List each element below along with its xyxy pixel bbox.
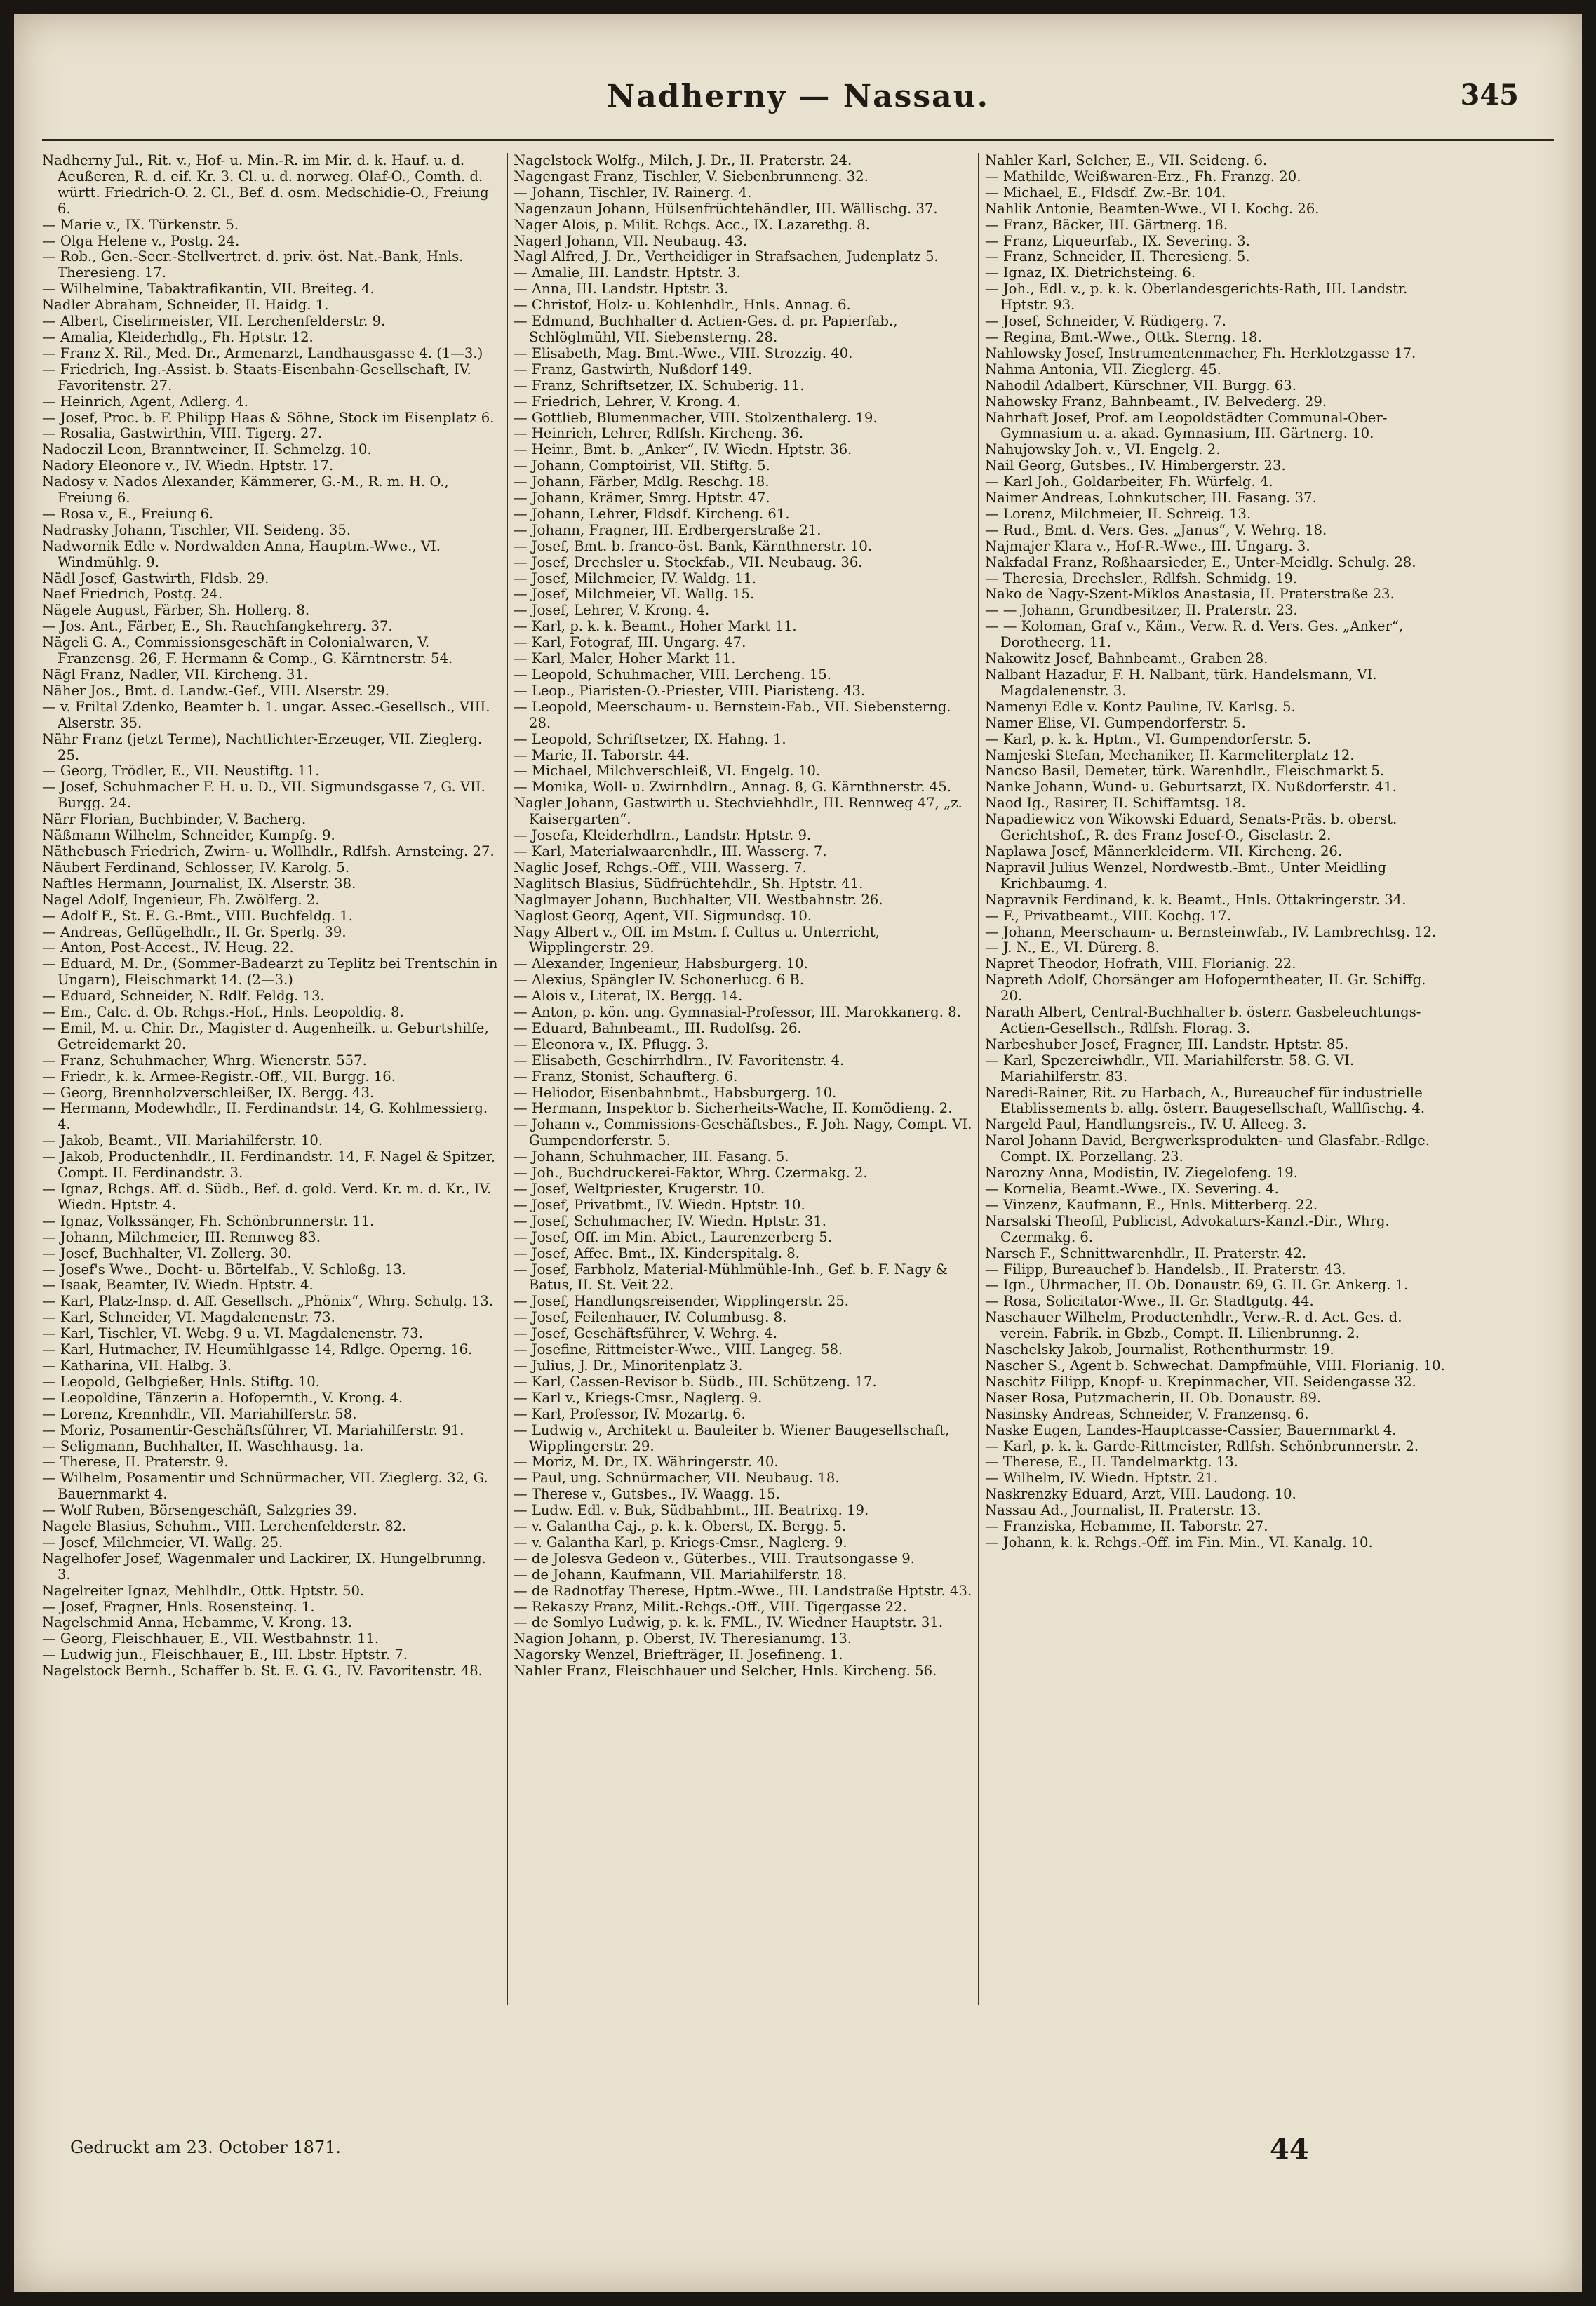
directory-entry: Nagenzaun Johann, Hülsenfrüchtehändler, III. Wällischg. 37. — [514, 200, 938, 217]
directory-entry: Najmajer Klara v., Hof-R.-Wwe., III. Ungarg. 3. — [985, 537, 1310, 554]
directory-entry: Nagelstock Bernh., Schaffer b. St. E. G. G., IV. Favoritenstr. 48. — [42, 1663, 483, 1680]
directory-entry: — Josef, Off. im Min. Abict., Laurenzerberg 5. — [514, 1228, 832, 1245]
directory-entry: Nascher S., Agent b. Schwechat. Dampfmühle, VIII. Florianig. 10. — [985, 1357, 1445, 1374]
directory-entry: — Josef, Schneider, V. Rüdigerg. 7. — [985, 313, 1226, 330]
directory-entry: Naskrenzky Eduard, Arzt, VIII. Laudong. 10. — [985, 1486, 1296, 1503]
directory-entry: — Josef, Fragner, Hnls. Rosensteing. 1. — [42, 1598, 315, 1615]
directory-entry: — Albert, Ciselirmeister, VII. Lerchenfelderstr. 9. — [42, 313, 386, 330]
directory-entry: Nadoczil Leon, Branntweiner, II. Schmelzg. 10. — [42, 441, 372, 458]
directory-entry: — Georg, Trödler, E., VII. Neustiftg. 11. — [42, 763, 320, 779]
directory-entry: — Josef, Bmt. b. franco-öst. Bank, Kärnthnerstr. 10. — [514, 537, 873, 554]
directory-entry: Naod Ig., Rasirer, II. Schiffamtsg. 18. — [985, 795, 1246, 812]
directory-entry: — Karl v., Kriegs-Cmsr., Naglerg. 9. — [514, 1389, 763, 1406]
directory-entry: Naimer Andreas, Lohnkutscher, III. Fasang. 37. — [985, 490, 1317, 507]
directory-entry: — Therese, II. Praterstr. 9. — [42, 1454, 229, 1470]
column-3 — [985, 153, 1448, 2131]
directory-entry: — Johann v., Commissions-Geschäftsbes., F. Joh. Nagy, Compt. VI. Gumpendorferstr. 5. — [514, 1116, 972, 1149]
directory-entry: — Paul, ung. Schnürmacher, VII. Neubaug. 18. — [514, 1470, 840, 1487]
directory-entry: — Moriz, M. Dr., IX. Währingerstr. 40. — [514, 1454, 779, 1470]
directory-entry: — J. N., E., VI. Dürerg. 8. — [985, 939, 1160, 956]
page-number: 345 — [1460, 79, 1519, 112]
directory-entry: Nakowitz Josef, Bahnbeamt., Graben 28. — [985, 650, 1268, 667]
directory-entry: — Jakob, Productenhdlr., II. Ferdinandstr. 14, F. Nagel & Spitzer, Compt. II. Ferdinandstr. 3. — [42, 1148, 496, 1181]
directory-entry: — Rekaszy Franz, Milit.-Rchgs.-Off., VIII. Tigergasse 22. — [514, 1598, 907, 1615]
directory-entry: Naglost Georg, Agent, VII. Sigmundsg. 10. — [514, 907, 812, 924]
directory-entry: — — Koloman, Graf v., Käm., Verw. R. d. Vers. Ges. „Anker“, Dorotheerg. 11. — [985, 618, 1404, 651]
directory-entry: — Johann, Lehrer, Fldsdf. Kircheng. 61. — [514, 505, 790, 522]
directory-entry: — Rosa, Solicitator-Wwe., II. Gr. Stadtgutg. 44. — [985, 1293, 1314, 1310]
directory-entry: Nahrhaft Josef, Prof. am Leopoldstädter Communal-Ober-Gymnasium u. a. akad. Gymnasium, III. Gärtnerg. 10. — [985, 409, 1388, 442]
directory-entry: — Josef, Handlungsreisender, Wipplingerstr. 25. — [514, 1293, 850, 1310]
directory-entry: — Anton, Post-Accest., IV. Heug. 22. — [42, 939, 294, 956]
directory-entry: — Eduard, Schneider, N. Rdlf. Feldg. 13. — [42, 988, 325, 1005]
directory-entry: Nassau Ad., Journalist, II. Praterstr. 13. — [985, 1502, 1261, 1519]
directory-entry: — Josef, Schuhmacher F. H. u. D., VII. Sigmundsgasse 7, G. VII. Burgg. 24. — [42, 779, 485, 812]
directory-entry: Nasinsky Andreas, Schneider, V. Franzensg. 6. — [985, 1405, 1309, 1422]
directory-entry: — de Jolesva Gedeon v., Güterbes., VIII. Trautsongasse 9. — [514, 1550, 915, 1567]
directory-entry: — Marie v., IX. Türkenstr. 5. — [42, 216, 239, 233]
directory-entry: — Karl, p. k. k. Beamt., Hoher Markt 11. — [514, 618, 797, 635]
directory-entry: Naplawa Josef, Männerkleiderm. VII. Kircheng. 26. — [985, 843, 1343, 859]
directory-entry: — Adolf F., St. E. G.-Bmt., VIII. Buchfeldg. 1. — [42, 907, 353, 924]
directory-entry: — Lorenz, Milchmeier, II. Schreig. 13. — [985, 505, 1252, 522]
directory-entry: — Josef, Proc. b. F. Philipp Haas & Söhne, Stock im Eisenplatz 6. — [42, 409, 495, 426]
directory-entry: Nägele August, Färber, Sh. Hollerg. 8. — [42, 602, 310, 619]
directory-entry: — Mathilde, Weißwaren-Erz., Fh. Franzg. 20. — [985, 168, 1301, 185]
directory-entry: Nagion Johann, p. Oberst, IV. Theresianumg. 13. — [514, 1630, 852, 1647]
directory-entry: Namenyi Edle v. Kontz Pauline, IV. Karlsg. 5. — [985, 698, 1296, 715]
directory-entry: Nädl Josef, Gastwirth, Fldsb. 29. — [42, 570, 269, 586]
directory-entry: — Leopold, Meerschaum- u. Bernstein-Fab., VII. Siebensterng. 28. — [514, 698, 951, 731]
directory-entry: — Friedrich, Lehrer, V. Krong. 4. — [514, 393, 742, 410]
directory-entry: Närr Florian, Buchbinder, V. Bacherg. — [42, 811, 307, 828]
directory-entry: — Kornelia, Beamt.-Wwe., IX. Severing. 4. — [985, 1181, 1279, 1197]
directory-entry: — Johann, k. k. Rchgs.-Off. im Fin. Min., VI. Kanalg. 10. — [985, 1534, 1373, 1550]
page-header — [14, 79, 1582, 135]
directory-entry: — Alois v., Literat, IX. Bergg. 14. — [514, 988, 743, 1005]
directory-entry: — Eduard, Bahnbeamt., III. Rudolfsg. 26. — [514, 1019, 802, 1036]
directory-entry: Narozny Anna, Modistin, IV. Ziegelofeng. 19. — [985, 1165, 1298, 1181]
directory-entry: — Josef, Milchmeier, IV. Waldg. 11. — [514, 570, 757, 586]
directory-entry: — Anna, III. Landstr. Hptstr. 3. — [514, 281, 729, 297]
directory-entry: — Joh., Edl. v., p. k. k. Oberlandesgerichts-Rath, III. Landstr. Hptstr. 93. — [985, 281, 1408, 314]
directory-entry: — Hermann, Modewhdlr., II. Ferdinandstr. 14, G. Kohlmessierg. 4. — [42, 1100, 488, 1133]
directory-entry: — Joh., Buchdruckerei-Faktor, Whrg. Czermakg. 2. — [514, 1165, 868, 1181]
directory-entry: Naschitz Filipp, Knopf- u. Krepinmacher, VII. Seidengasse 32. — [985, 1373, 1416, 1390]
directory-entry: — Josef, Milchmeier, VI. Wallg. 25. — [42, 1534, 283, 1550]
directory-entry: — Leopold, Gelbgießer, Hnls. Stiftg. 10. — [42, 1373, 320, 1390]
directory-entry: Naftles Hermann, Journalist, IX. Alserstr. 38. — [42, 875, 356, 892]
directory-entry: Narsch F., Schnittwarenhdlr., II. Praterstr. 42. — [985, 1245, 1307, 1261]
directory-entry: — Anton, p. kön. ung. Gymnasial-Professor, III. Marokkanerg. 8. — [514, 1004, 961, 1021]
print-date: Gedruckt am 23. October 1871. — [70, 2138, 342, 2157]
directory-entry: Nagel Adolf, Ingenieur, Fh. Zwölferg. 2. — [42, 891, 320, 908]
column-1 — [42, 153, 502, 2131]
directory-entry: Nagele Blasius, Schuhm., VIII. Lerchenfelderstr. 82. — [42, 1518, 407, 1535]
directory-entry: — Katharina, VII. Halbg. 3. — [42, 1357, 232, 1374]
directory-entry: — Ludw. Edl. v. Buk, Südbahbmt., III. Beatrixg. 19. — [514, 1502, 869, 1519]
directory-entry: — v. Galantha Caj., p. k. k. Oberst, IX. Bergg. 5. — [514, 1518, 847, 1535]
directory-entry: Nagelschmid Anna, Hebamme, V. Krong. 13. — [42, 1614, 352, 1631]
directory-entry: — Johann, Färber, Mdlg. Reschg. 18. — [514, 474, 770, 490]
directory-entry: — Franz, Schuhmacher, Whrg. Wienerstr. 557. — [42, 1052, 367, 1068]
directory-entry: — Johann, Milchmeier, III. Rennweg 83. — [42, 1228, 321, 1245]
directory-entry: — Josef, Weltpriester, Krugerstr. 10. — [514, 1181, 765, 1197]
directory-entry: — Josef, Buchhalter, VI. Zollerg. 30. — [42, 1245, 292, 1261]
directory-entry: Napadiewicz von Wikowski Eduard, Senats-Präs. b. oberst. Gerichtshof., R. des Franz Josef-O., Giselastr. 2. — [985, 811, 1397, 844]
directory-entry: Näthebusch Friedrich, Zwirn- u. Wollhdlr., Rdlfsh. Arnsteing. 27. — [42, 843, 495, 859]
directory-entry: — Alexius, Spängler IV. Schonerlucg. 6 B. — [514, 972, 805, 988]
directory-entry: — Amalie, III. Landstr. Hptstr. 3. — [514, 264, 741, 281]
directory-entry: Nadrasky Johann, Tischler, VII. Seideng. 35. — [42, 521, 351, 538]
directory-entry: Nalbant Hazadur, F. H. Nalbant, türk. Handelsmann, VI. Magdalenenstr. 3. — [985, 666, 1377, 699]
directory-entry: — Johann, Fragner, III. Erdbergerstraße 21. — [514, 521, 822, 538]
directory-entry: Näßmann Wilhelm, Schneider, Kumpfg. 9. — [42, 827, 335, 844]
directory-entry: Nahler Franz, Fleischhauer und Selcher, Hnls. Kircheng. 56. — [514, 1663, 937, 1680]
directory-entry: — Christof, Holz- u. Kohlenhdlr., Hnls. Annag. 6. — [514, 297, 851, 314]
directory-entry: Nanke Johann, Wund- u. Geburtsarzt, IX. Nußdorferstr. 41. — [985, 779, 1397, 796]
directory-entry: — Wolf Ruben, Börsengeschäft, Salzgries 39. — [42, 1502, 357, 1519]
directory-entry: — Eleonora v., IX. Pflugg. 3. — [514, 1035, 709, 1052]
directory-entry: — Josef, Milchmeier, VI. Wallg. 15. — [514, 586, 755, 603]
directory-entry: — Karl, Cassen-Revisor b. Südb., III. Schützeng. 17. — [514, 1373, 877, 1390]
directory-entry: Nadwornik Edle v. Nordwalden Anna, Hauptm.-Wwe., VI. Windmühlg. 9. — [42, 537, 441, 570]
directory-entry: — Franz X. Ril., Med. Dr., Armenarzt, Landhausgasse 4. (1—3.) — [42, 344, 483, 361]
directory-entry: — Franz, Schneider, II. Theresieng. 5. — [985, 248, 1250, 265]
directory-entry: — Franz, Stonist, Schaufterg. 6. — [514, 1068, 738, 1085]
directory-entry: Nahler Karl, Selcher, E., VII. Seideng. 6. — [985, 153, 1268, 168]
directory-entry: — Rud., Bmt. d. Vers. Ges. „Janus“, V. Wehrg. 18. — [985, 521, 1327, 538]
directory-entry: — Josef, Lehrer, V. Krong. 4. — [514, 602, 710, 619]
directory-entry: Nagler Johann, Gastwirth u. Stechviehhdlr., III. Rennweg 47, „z. Kaisergarten“. — [514, 795, 963, 828]
directory-entry: — Wilhelm, Posamentir und Schnürmacher, VII. Zieglerg. 32, G. Bauernmarkt 4. — [42, 1470, 488, 1503]
directory-entry: — Wilhelmine, Tabaktrafikantin, VII. Breiteg. 4. — [42, 281, 375, 297]
directory-entry: Nadler Abraham, Schneider, II. Haidg. 1. — [42, 297, 329, 314]
directory-entry: — Heinrich, Lehrer, Rdlfsh. Kircheng. 36. — [514, 425, 804, 442]
header-rule — [42, 139, 1554, 141]
directory-entry: — Josef, Feilenhauer, IV. Columbusg. 8. — [514, 1309, 787, 1326]
directory-entry: — Leop., Piaristen-O.-Priester, VIII. Piaristeng. 43. — [514, 682, 866, 699]
directory-entry: — Filipp, Bureauchef b. Handelsb., II. Praterstr. 43. — [985, 1261, 1346, 1278]
directory-entry: — Eduard, M. Dr., (Sommer-Badearzt zu Teplitz bei Trentschin in Ungarn), Fleischmarkt 14. (2—3.) — [42, 956, 498, 988]
directory-entry: — Therese, E., II. Tandelmarktg. 13. — [985, 1454, 1238, 1470]
directory-entry: Nagelhofer Josef, Wagenmaler und Lackirer, IX. Hungelbrunng. 3. — [42, 1550, 486, 1583]
directory-entry: Naredi-Rainer, Rit. zu Harbach, A., Bureauchef für industrielle Etablissements b. allg. österr. Baugesellschaft, Wallfischg. 4. — [985, 1084, 1426, 1117]
directory-entry: Nako de Nagy-Szent-Miklos Anastasia, II. Praterstraße 23. — [985, 586, 1395, 603]
directory-entry: Nadherny Jul., Rit. v., Hof- u. Min.-R. im Mir. d. k. Hauf. u. d. Aeußeren, R. d. eif. Kr. 3. Cl. u. d. norweg. Olaf-O., Comth. d. württ. Friedrich-O. 2. Cl., Bef. d. osm. Medschidie-O., Freiung 6. — [42, 153, 489, 217]
directory-entry: Nager Alois, p. Milit. Rchgs. Acc., IX. Lazarethg. 8. — [514, 216, 870, 233]
directory-entry: — Johann, Tischler, IV. Rainerg. 4. — [514, 184, 752, 201]
directory-entry: — Amalia, Kleiderhdlg., Fh. Hptstr. 12. — [42, 328, 314, 345]
directory-entry: Naef Friedrich, Postg. 24. — [42, 586, 223, 603]
directory-entry: — Josef, Affec. Bmt., IX. Kinderspitalg. 8. — [514, 1245, 800, 1261]
directory-entry: Nagengast Franz, Tischler, V. Siebenbrunneng. 32. — [514, 168, 869, 185]
directory-entry: — Karl Joh., Goldarbeiter, Fh. Würfelg. 4. — [985, 474, 1273, 490]
directory-entry: — Franz, Gastwirth, Nußdorf 149. — [514, 361, 753, 377]
directory-entry: — Franz, Liqueurfab., IX. Severing. 3. — [985, 232, 1250, 249]
directory-entry: — Olga Helene v., Postg. 24. — [42, 232, 240, 249]
directory-entry: — Marie, II. Taborstr. 44. — [514, 746, 690, 763]
directory-entry: — Karl, Spezereiwhdlr., VII. Mariahilferstr. 58. G. VI. Mariahilferstr. 83. — [985, 1052, 1355, 1085]
column-divider — [978, 153, 979, 2005]
directory-entry: — Michael, E., Fldsdf. Zw.-Br. 104. — [985, 184, 1226, 201]
directory-entry: Nägeli G. A., Commissionsgeschäft in Colonialwaren, V. Franzensg. 26, F. Hermann & Comp., G. Kärntnerstr. 54. — [42, 634, 453, 667]
directory-entry: — Josef, Privatbmt., IV. Wiedn. Hptstr. 10. — [514, 1196, 805, 1213]
directory-entry: Namer Elise, VI. Gumpendorferstr. 5. — [985, 714, 1246, 731]
directory-entry: Nagelstock Wolfg., Milch, J. Dr., II. Praterstr. 24. — [514, 153, 852, 168]
directory-page — [14, 14, 1582, 2292]
directory-entry: — Josef's Wwe., Docht- u. Börtelfab., V. Schloßg. 13. — [42, 1261, 407, 1278]
directory-entry: — Karl, Hutmacher, IV. Heumühlgasse 14, Rdlge. Operng. 16. — [42, 1341, 473, 1358]
directory-entry: Nahlik Antonie, Beamten-Wwe., VI I. Kochg. 26. — [985, 200, 1320, 217]
directory-entry: — F., Privatbeamt., VIII. Kochg. 17. — [985, 907, 1231, 924]
directory-entry: — Johann, Schuhmacher, III. Fasang. 5. — [514, 1148, 789, 1165]
directory-entry: — Lorenz, Krennhdlr., VII. Mariahilferstr. 58. — [42, 1405, 357, 1422]
directory-entry: — Seligmann, Buchhalter, II. Waschhausg. 1a. — [42, 1437, 364, 1454]
directory-entry: — Josefa, Kleiderhdlrn., Landstr. Hptstr. 9. — [514, 827, 812, 844]
directory-entry: Nägl Franz, Nadler, VII. Kircheng. 31. — [42, 666, 309, 683]
directory-entry: Näubert Ferdinand, Schlosser, IV. Karolg. 5. — [42, 859, 350, 876]
directory-entry: — Josef, Farbholz, Material-Mühlmühle-Inh., Gef. b. F. Nagy & Batus, II. St. Veit 22. — [514, 1261, 948, 1294]
directory-entry: — Hermann, Inspektor b. Sicherheits-Wache, II. Komödieng. 2. — [514, 1100, 953, 1117]
directory-entry: Narbeshuber Josef, Fragner, III. Landstr. Hptstr. 85. — [985, 1035, 1349, 1052]
directory-entry: — Ignaz, Volkssänger, Fh. Schönbrunnerstr. 11. — [42, 1212, 375, 1229]
directory-entry: — Leopold, Schuhmacher, VIII. Lercheng. 15. — [514, 666, 831, 683]
directory-entry: — Leopold, Schriftsetzer, IX. Hahng. 1. — [514, 730, 786, 747]
directory-entry: Nahujowsky Joh. v., VI. Engelg. 2. — [985, 441, 1221, 458]
directory-entry: — Franziska, Hebamme, II. Taborstr. 27. — [985, 1518, 1268, 1535]
directory-entry: Naglmayer Johann, Buchhalter, VII. Westbahnstr. 26. — [514, 891, 883, 908]
directory-entry: — Karl, Schneider, VI. Magdalenenstr. 73. — [42, 1309, 335, 1326]
directory-entry: Nahowsky Franz, Bahnbeamt., IV. Belvederg. 29. — [985, 393, 1327, 410]
directory-entry: — Franz, Bäcker, III. Gärtnerg. 18. — [985, 216, 1228, 233]
column-2 — [514, 153, 974, 2131]
directory-entry: — Monika, Woll- u. Zwirnhdlrn., Annag. 8, G. Kärnthnerstr. 45. — [514, 779, 951, 796]
directory-entry: — Alexander, Ingenieur, Habsburgerg. 10. — [514, 956, 808, 972]
directory-entry: Nadosy v. Nados Alexander, Kämmerer, G.-M., R. m. H. O., Freiung 6. — [42, 474, 449, 507]
directory-entry: Naschelsky Jakob, Journalist, Rothenthurmstr. 19. — [985, 1341, 1334, 1358]
directory-entry: — Wilhelm, IV. Wiedn. Hptstr. 21. — [985, 1470, 1219, 1487]
directory-entry: — Heinr., Bmt. b. „Anker“, IV. Wiedn. Hptstr. 36. — [514, 441, 852, 458]
signature-mark: 44 — [1270, 2133, 1309, 2166]
directory-entry: — Karl, Maler, Hoher Markt 11. — [514, 650, 736, 667]
directory-entry: — Ludwig v., Architekt u. Bauleiter b. Wiener Baugesellschaft, Wipplingerstr. 29. — [514, 1421, 950, 1454]
directory-entry: — Josef, Drechsler u. Stockfab., VII. Neubaug. 36. — [514, 554, 863, 570]
directory-entry: — Andreas, Geflügelhdlr., II. Gr. Sperlg. 39. — [42, 923, 347, 940]
directory-entry: — Karl, Materialwaarenhdlr., III. Wasserg. 7. — [514, 843, 827, 859]
directory-entry: — Ign., Uhrmacher, II. Ob. Donaustr. 69, G. II. Gr. Ankerg. 1. — [985, 1277, 1409, 1294]
directory-entry: — Johann, Comptoirist, VII. Stiftg. 5. — [514, 457, 770, 474]
directory-entry: Narath Albert, Central-Buchhalter b. österr. Gasbeleuchtungs-Actien-Gesellsch., Rdlfsh. Florag. 3. — [985, 1004, 1421, 1036]
directory-entry: — Em., Calc. d. Ob. Rchgs.-Hof., Hnls. Leopoldig. 8. — [42, 1004, 404, 1021]
directory-entry: — Josefine, Rittmeister-Wwe., VIII. Langeg. 58. — [514, 1341, 843, 1358]
directory-entry: — Elisabeth, Mag. Bmt.-Wwe., VIII. Strozzig. 40. — [514, 344, 853, 361]
directory-entry: — Karl, Professor, IV. Mozartg. 6. — [514, 1405, 746, 1422]
directory-entry: — Friedr., k. k. Armee-Registr.-Off., VII. Burgg. 16. — [42, 1068, 396, 1085]
directory-entry: — Rosa v., E., Freiung 6. — [42, 505, 214, 522]
directory-entry: Nakfadal Franz, Roßhaarsieder, E., Unter-Meidlg. Schulg. 28. — [985, 554, 1416, 570]
directory-entry: — Karl, Tischler, VI. Webg. 9 u. VI. Magdalenenstr. 73. — [42, 1325, 423, 1342]
directory-entry: — Jos. Ant., Färber, E., Sh. Rauchfangkehrerg. 37. — [42, 618, 393, 635]
directory-entry: — Rosalia, Gastwirthin, VIII. Tigerg. 27. — [42, 425, 323, 442]
directory-entry: — Ignaz, Rchgs. Aff. d. Südb., Bef. d. gold. Verd. Kr. m. d. Kr., IV. Wiedn. Hptstr. 4. — [42, 1181, 492, 1213]
directory-entry: — de Somlyo Ludwig, p. k. k. FML., IV. Wiedner Hauptstr. 31. — [514, 1614, 944, 1631]
directory-entry: Nargeld Paul, Handlungsreis., IV. U. Alleeg. 3. — [985, 1116, 1307, 1133]
directory-entry: — Franz, Schriftsetzer, IX. Schuberig. 11. — [514, 377, 805, 394]
column-divider — [507, 153, 508, 2005]
directory-entry: Naschauer Wilhelm, Productenhdlr., Verw.-R. d. Act. Ges. d. verein. Fabrik. in Gbzb., Compt. II. Lilienbrunng. 2. — [985, 1309, 1402, 1342]
directory-entry: — de Radnotfay Therese, Hptm.-Wwe., III. Landstraße Hptstr. 43. — [514, 1582, 972, 1599]
directory-entry: — Therese v., Gutsbes., IV. Waagg. 15. — [514, 1486, 780, 1503]
directory-entry: Näher Jos., Bmt. d. Landw.-Gef., VIII. Alserstr. 29. — [42, 682, 389, 699]
directory-entry: Nagelreiter Ignaz, Mehlhdlr., Ottk. Hptstr. 50. — [42, 1582, 365, 1599]
directory-entry: Naglic Josef, Rchgs.-Off., VIII. Wasserg. 7. — [514, 859, 807, 876]
directory-entry: — Karl, p. k. k. Garde-Rittmeister, Rdlfsh. Schönbrunnerstr. 2. — [985, 1437, 1419, 1454]
directory-entry: — Emil, M. u. Chir. Dr., Magister d. Augenheilk. u. Geburtshilfe, Getreidemarkt 20. — [42, 1019, 489, 1052]
directory-entry: — Vinzenz, Kaufmann, E., Hnls. Mitterberg. 22. — [985, 1196, 1318, 1213]
directory-entry: Nahlowsky Josef, Instrumentenmacher, Fh. Herklotzgasse 17. — [985, 344, 1416, 361]
directory-entry: — Regina, Bmt.-Wwe., Ottk. Sterng. 18. — [985, 328, 1262, 345]
directory-entry: — Moriz, Posamentir-Geschäftsführer, VI. Mariahilferstr. 91. — [42, 1421, 464, 1438]
directory-entry: — v. Friltal Zdenko, Beamter b. 1. ungar. Assec.-Gesellsch., VIII. Alserstr. 35. — [42, 698, 490, 731]
directory-entry: — Friedrich, Ing.-Assist. b. Staats-Eisenbahn-Gesellschaft, IV. Favoritenstr. 27. — [42, 361, 471, 394]
directory-entry: Nail Georg, Gutsbes., IV. Himbergerstr. 23. — [985, 457, 1286, 474]
directory-entry: — Karl, Platz-Insp. d. Aff. Gesellsch. „Phönix“, Whrg. Schulg. 13. — [42, 1293, 493, 1310]
directory-entry: Nadory Eleonore v., IV. Wiedn. Hptstr. 17. — [42, 457, 334, 474]
directory-entry: Nagerl Johann, VII. Neubaug. 43. — [514, 232, 747, 249]
directory-entry: — Georg, Brennholzverschleißer, IX. Bergg. 43. — [42, 1084, 375, 1101]
directory-entry: — Rob., Gen.-Secr.-Stellvertret. d. priv. öst. Nat.-Bank, Hnls. Theresieng. 17. — [42, 248, 464, 281]
directory-entry: — Elisabeth, Geschirrhdlrn., IV. Favoritenstr. 4. — [514, 1052, 845, 1068]
directory-entry: Naser Rosa, Putzmacherin, II. Ob. Donaustr. 89. — [985, 1389, 1322, 1406]
directory-entry: Napret Theodor, Hofrath, VIII. Florianig. 22. — [985, 956, 1296, 972]
directory-entry: — Jakob, Beamt., VII. Mariahilferstr. 10. — [42, 1132, 323, 1149]
page-title: Nadherny — Nassau. — [607, 79, 989, 114]
directory-entry: — Leopoldine, Tänzerin a. Hofopernth., V. Krong. 4. — [42, 1389, 403, 1406]
directory-entry: — Karl, Fotograf, III. Ungarg. 47. — [514, 634, 746, 651]
directory-entry: Nagy Albert v., Off. im Mstm. f. Cultus u. Unterricht, Wipplingerstr. 29. — [514, 923, 880, 956]
directory-entry: Nahma Antonia, VII. Zieglerg. 45. — [985, 361, 1221, 377]
directory-entry: Namjeski Stefan, Mechaniker, II. Karmeliterplatz 12. — [985, 746, 1355, 763]
directory-entry: Napravil Julius Wenzel, Nordwestb.-Bmt., Unter Meidling Krichbaumg. 4. — [985, 859, 1386, 892]
directory-entry: Naglitsch Blasius, Südfrüchtehdlr., Sh. Hptstr. 41. — [514, 875, 864, 892]
directory-entry: Nancso Basil, Demeter, türk. Warenhdlr., Fleischmarkt 5. — [985, 763, 1385, 779]
directory-entry: Narol Johann David, Bergwerksprodukten- und Glasfabr.-Rdlge. Compt. IX. Porzellang. 23. — [985, 1132, 1430, 1165]
directory-entry: — Heinrich, Agent, Adlerg. 4. — [42, 393, 248, 410]
directory-entry: Napreth Adolf, Chorsänger am Hofoperntheater, II. Gr. Schiffg. 20. — [985, 972, 1426, 1005]
directory-entry: Napravnik Ferdinand, k. k. Beamt., Hnls. Ottakringerstr. 34. — [985, 891, 1407, 908]
directory-entry: — Karl, p. k. k. Hptm., VI. Gumpendorferstr. 5. — [985, 730, 1311, 747]
directory-entry: Naske Eugen, Landes-Hauptcasse-Cassier, Bauernmarkt 4. — [985, 1421, 1397, 1438]
directory-entry: Nagl Alfred, J. Dr., Vertheidiger in Strafsachen, Judenplatz 5. — [514, 248, 939, 265]
directory-entry: Nahodil Adalbert, Kürschner, VII. Burgg. 63. — [985, 377, 1296, 394]
directory-entry: — de Johann, Kaufmann, VII. Mariahilferstr. 18. — [514, 1566, 847, 1583]
directory-entry: — Josef, Geschäftsführer, V. Wehrg. 4. — [514, 1325, 778, 1342]
directory-entry: — Michael, Milchverschleiß, VI. Engelg. 10. — [514, 763, 821, 779]
directory-entry: Nagorsky Wenzel, Briefträger, II. Josefineng. 1. — [514, 1647, 843, 1663]
directory-entry: Narsalski Theofil, Publicist, Advokaturs-Kanzl.-Dir., Whrg. Czermakg. 6. — [985, 1212, 1390, 1245]
directory-entry: — — Johann, Grundbesitzer, II. Praterstr. 23. — [985, 602, 1298, 619]
directory-entry: — Heliodor, Eisenbahnbmt., Habsburgerg. 10. — [514, 1084, 837, 1101]
directory-entry: — Isaak, Beamter, IV. Wiedn. Hptstr. 4. — [42, 1277, 314, 1294]
directory-entry: — Georg, Fleischhauer, E., VII. Westbahnstr. 11. — [42, 1630, 380, 1647]
directory-entry: — Johann, Meerschaum- u. Bernsteinwfab., IV. Lambrechtsg. 12. — [985, 923, 1437, 940]
directory-entry: — v. Galantha Karl, p. Kriegs-Cmsr., Naglerg. 9. — [514, 1534, 847, 1550]
directory-entry: — Edmund, Buchhalter d. Actien-Ges. d. pr. Papierfab., Schlöglmühl, VII. Siebensterng. 28. — [514, 313, 898, 345]
directory-entry: — Julius, J. Dr., Minoritenplatz 3. — [514, 1357, 743, 1374]
directory-entry: Nähr Franz (jetzt Terme), Nachtlichter-Erzeuger, VII. Zieglerg. 25. — [42, 730, 483, 763]
directory-entry: — Ignaz, IX. Dietrichsteing. 6. — [985, 264, 1196, 281]
directory-entry: — Gottlieb, Blumenmacher, VIII. Stolzenthalerg. 19. — [514, 409, 878, 426]
directory-entry: — Theresia, Drechsler., Rdlfsh. Schmidg. 19. — [985, 570, 1298, 586]
directory-entry: — Josef, Schuhmacher, IV. Wiedn. Hptstr. 31. — [514, 1212, 826, 1229]
directory-entry: — Ludwig jun., Fleischhauer, E., III. Lbstr. Hptstr. 7. — [42, 1647, 408, 1663]
directory-entry: — Johann, Krämer, Smrg. Hptstr. 47. — [514, 490, 770, 507]
